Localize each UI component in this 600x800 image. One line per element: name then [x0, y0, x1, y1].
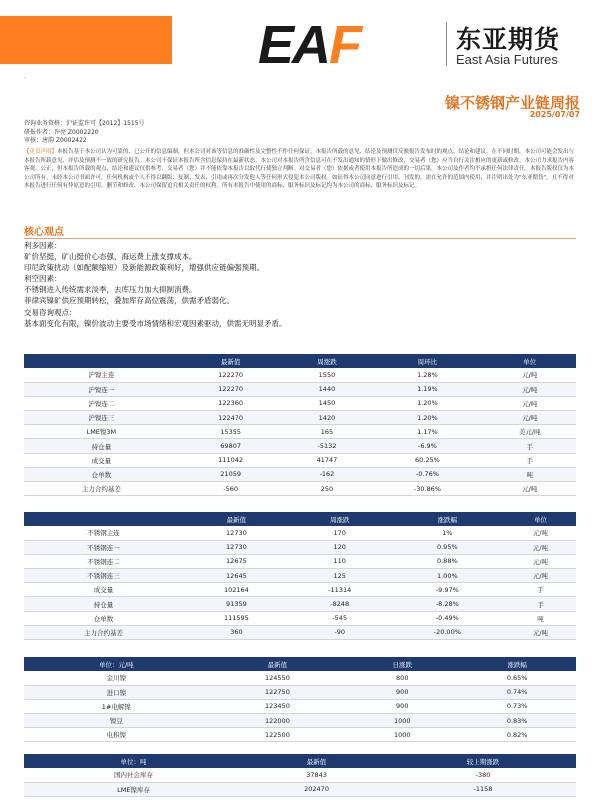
table-row — [24, 396, 576, 410]
table-header-row — [24, 354, 576, 368]
header-cell: 最新值 — [243, 754, 390, 768]
table-row — [24, 625, 576, 639]
table-cell: 1450 — [283, 396, 372, 410]
table-cell: 202470 — [243, 782, 390, 796]
table-cell: 沪镍连一 — [24, 382, 179, 396]
table-cell: 成交量 — [24, 583, 183, 597]
table-row — [24, 611, 576, 625]
table-row — [24, 439, 576, 453]
table-cell: 125 — [290, 569, 390, 583]
table-cell: 成交量 — [24, 453, 179, 467]
table-cell: 元/吨 — [505, 526, 576, 540]
view-line: 利空因素： — [24, 274, 62, 284]
table-row — [24, 382, 576, 396]
table-cell: 12675 — [183, 554, 290, 568]
table-cell: 165 — [283, 425, 372, 439]
table-cell: 360 — [183, 625, 290, 639]
table-cell: -9.97% — [390, 583, 505, 597]
table-row — [24, 728, 576, 742]
table-cell: 124550 — [209, 671, 347, 685]
header-cell: 单位：元/吨 — [24, 657, 209, 671]
header-cell: 单位 — [505, 512, 576, 526]
table-cell: -6.9% — [371, 439, 483, 453]
table-cell: 122500 — [209, 728, 347, 742]
table-cell: 102164 — [183, 583, 290, 597]
table-header-row — [24, 512, 576, 526]
table-cell: 主力合约基差 — [24, 625, 183, 639]
table-cell: 123450 — [209, 699, 347, 713]
table-cell: 吨 — [505, 611, 576, 625]
table-cell: 1.17% — [371, 425, 483, 439]
table-cell: 1.28% — [371, 368, 483, 382]
table-cell: 电积镍 — [24, 728, 209, 742]
table-cell: 元/吨 — [483, 368, 576, 382]
table-cell: -5132 — [283, 439, 372, 453]
table-cell: -8.28% — [390, 597, 505, 611]
disclaimer-text: 本报告基于本公司认为可靠的、已公开的信息编制，但本公司对该等信息的准确性及完整性不作任何保证。本报告所载的意见、结论及预测仅反映报告发布时的观点、结论和建议。在不同时期，本公司可能会发出与本报告所载意见、评估及预测不一致的研究报告。本公司不保证本报告所含信息保持在最新状态。本公司对本报告所含信息可在不发出通知的情形下做出修改，交易者（您）应当自行关注相应的更新或修改。本公司力求报告内容客观、公正，但本报告所载的观点、结论和建议仅供参考，交易者（您）并不能依靠本报告以取代行使独立判断。对交易者（您）依据或者使用本报告所造成的一切后果，本公司及作者均不承担任何法律责任。本报告版权仅为本公司所有。未经本公司书面许可，任何机构或个人不得以翻版、复制、发表、引用或再次分发他人等任何形式侵犯本公司版权。如征得本公司同意进行引用、刊发的，需在允许的范围内使用，并注明出处为"东亚期货"，且不得对本报告进行任何有悖原意的引用、删节和修改。本公司保留追究相关责任的权利。所有本报告中使用的商标、服务标识及标记均为本公司的商标、服务标识及标记。 — [24, 149, 575, 190]
table-cell: 1% — [390, 526, 505, 540]
table-cell: 国内社会库存 — [24, 768, 243, 782]
table-cell: 手 — [483, 439, 576, 453]
table-cell: 69807 — [179, 439, 283, 453]
table-cell: 120 — [290, 540, 390, 554]
table-cell: 0.82% — [458, 728, 576, 742]
table-cell: 111595 — [183, 611, 290, 625]
disclaimer-label: 【免责声明】 — [24, 149, 58, 155]
table-cell: 37843 — [243, 768, 390, 782]
table-cell: 0.88% — [390, 554, 505, 568]
table-cell: 沪镍连三 — [24, 411, 179, 425]
table-cell: 122750 — [209, 685, 347, 699]
table-cell: 沪镍连二 — [24, 396, 179, 410]
table-cell: LME镍3M — [24, 425, 179, 439]
header-cell: 单位：吨 — [24, 754, 243, 768]
table-row — [24, 411, 576, 425]
table-row — [24, 597, 576, 611]
view-line: 菲律宾镍矿供应预期转松，叠加库存高位震荡，供需矛盾弱化。 — [24, 296, 234, 306]
table-cell: 21059 — [179, 467, 283, 481]
table-cell: -560 — [179, 482, 283, 496]
table-cell: 1.19% — [371, 382, 483, 396]
table-cell: 111042 — [179, 453, 283, 467]
table-cell: 0.73% — [458, 699, 576, 713]
table-cell: -0.49% — [390, 611, 505, 625]
table-cell: 1420 — [283, 411, 372, 425]
company-name-en: East Asia Futures — [456, 52, 558, 67]
table-row — [24, 482, 576, 496]
table-cell: 持仓量 — [24, 597, 183, 611]
table-cell: 不锈钢连一 — [24, 540, 183, 554]
table-cell: -162 — [283, 467, 372, 481]
logo-divider — [446, 22, 447, 66]
table-cell: -11314 — [290, 583, 390, 597]
table-cell: 122000 — [209, 714, 347, 728]
header-cell: 周涨跌 — [283, 354, 372, 368]
table-cell: 1.20% — [371, 396, 483, 410]
table-cell: 主力合约基差 — [24, 482, 179, 496]
table-cell: 持仓量 — [24, 439, 179, 453]
orange-logo-bar — [0, 16, 172, 64]
core-views — [24, 240, 287, 329]
table-cell: 60.25% — [371, 453, 483, 467]
table-cell: 41747 — [283, 453, 372, 467]
report-date: 2025/07/07 — [529, 110, 580, 119]
view-line: 基本面变化有限，镍价波动主要受市场情绪和宏观因素驱动，供需无明显矛盾。 — [24, 318, 287, 328]
table-row — [24, 782, 576, 796]
header-cell: 最新值 — [179, 354, 283, 368]
table-cell: -20.00% — [390, 625, 505, 639]
table-cell: 元/吨 — [483, 382, 576, 396]
table-cell: LME镍库存 — [24, 782, 243, 796]
table-cell: 不锈钢连二 — [24, 554, 183, 568]
table-row — [24, 685, 576, 699]
table-cell: -1158 — [390, 782, 576, 796]
header-cell — [24, 512, 183, 526]
table-row — [24, 671, 576, 685]
header-cell — [24, 354, 179, 368]
section-divider — [24, 238, 576, 239]
table-row — [24, 540, 576, 554]
header-cell: 涨跌幅 — [390, 512, 505, 526]
header-cell: 涨跌幅 — [458, 657, 576, 671]
table-cell: 仓单数 — [24, 467, 179, 481]
company-name-cn: 东亚期货 — [456, 25, 561, 54]
table-row — [24, 526, 576, 540]
table-row — [24, 368, 576, 382]
inventory-table — [24, 754, 576, 797]
table-cell: 美元/吨 — [483, 425, 576, 439]
table-cell: 进口镍 — [24, 685, 209, 699]
table-cell: 0.83% — [458, 714, 576, 728]
table-row — [24, 467, 576, 481]
table-row — [24, 714, 576, 728]
table-cell: -0.76% — [371, 467, 483, 481]
table-cell: 122360 — [179, 396, 283, 410]
table-cell: -90 — [290, 625, 390, 639]
table-cell: 1000 — [346, 714, 458, 728]
table-cell: 250 — [283, 482, 372, 496]
header-cell: 单位 — [483, 354, 576, 368]
table-cell: 吨 — [483, 467, 576, 481]
table-cell: 1440 — [283, 382, 372, 396]
section-title: 核心观点 — [24, 227, 64, 238]
table-cell: 金川镍 — [24, 671, 209, 685]
table-cell: 仓单数 — [24, 611, 183, 625]
view-line: 印尼政策扰动（如配额缩短）及新能源政策利好，增强供应链偏强预期。 — [24, 263, 264, 273]
view-line: 不锈钢进入传统需求淡季，去库压力加大抑制消费。 — [24, 285, 197, 295]
table-cell: 镍豆 — [24, 714, 209, 728]
table-header-row — [24, 657, 576, 671]
table-cell: 元/吨 — [483, 411, 576, 425]
table-cell: 122470 — [179, 411, 283, 425]
report-meta — [24, 120, 145, 146]
table-row — [24, 569, 576, 583]
eaf-logo: EAF — [258, 15, 361, 75]
table-cell: 122270 — [179, 368, 283, 382]
table-cell: 170 — [290, 526, 390, 540]
table-cell: -30.86% — [371, 482, 483, 496]
table-row — [24, 699, 576, 713]
table-cell: 91359 — [183, 597, 290, 611]
table-cell: 900 — [346, 699, 458, 713]
table-cell: 0.95% — [390, 540, 505, 554]
table-header-row — [24, 754, 576, 768]
license-line: 咨询业务资格：沪证监许可【2012】1515号 — [24, 120, 145, 127]
table-cell: 元/吨 — [505, 540, 576, 554]
table-cell: 元/吨 — [505, 554, 576, 568]
table-cell: -380 — [390, 768, 576, 782]
table-row — [24, 554, 576, 568]
table-row — [24, 425, 576, 439]
header-cell: 周涨跌 — [290, 512, 390, 526]
table-cell: 0.65% — [458, 671, 576, 685]
table-row — [24, 583, 576, 597]
table-row — [24, 768, 576, 782]
table-cell: 手 — [505, 597, 576, 611]
nickel-futures-table — [24, 354, 576, 496]
table-cell: 1#电解镍 — [24, 699, 209, 713]
report-title: 镍不锈钢产业链周报 — [444, 94, 580, 112]
table-cell: 122270 — [179, 382, 283, 396]
header-cell: 最新值 — [183, 512, 290, 526]
bullet-dot: · — [24, 75, 26, 82]
table-cell: 元/吨 — [505, 625, 576, 639]
table-cell: 元/吨 — [483, 482, 576, 496]
stainless-futures-table — [24, 512, 576, 640]
table-row — [24, 453, 576, 467]
table-cell: 110 — [290, 554, 390, 568]
table-cell: 1.20% — [371, 411, 483, 425]
table-cell: 15355 — [179, 425, 283, 439]
header-cell: 日涨跌 — [346, 657, 458, 671]
table-cell: 手 — [483, 453, 576, 467]
view-line: 交易咨询观点： — [24, 307, 77, 317]
disclaimer — [24, 148, 576, 191]
table-cell: 元/吨 — [505, 569, 576, 583]
table-cell: 沪镍主连 — [24, 368, 179, 382]
table-cell: 1550 — [283, 368, 372, 382]
view-line: 利多因素： — [24, 241, 62, 250]
table-cell: 0.74% — [458, 685, 576, 699]
table-cell: 12645 — [183, 569, 290, 583]
view-line: 矿价坚挺，矿山挺价心态强，海运费上涨支撑成本。 — [24, 252, 197, 262]
report-header — [0, 0, 600, 88]
header-cell: 周环比 — [371, 354, 483, 368]
table-cell: 800 — [346, 671, 458, 685]
table-cell: 12730 — [183, 540, 290, 554]
table-cell: -545 — [290, 611, 390, 625]
table-cell: -8248 — [290, 597, 390, 611]
table-cell: 不锈钢连三 — [24, 569, 183, 583]
author-line: 研报作者：许亮 Z0002220 — [24, 128, 99, 136]
nickel-spot-table — [24, 657, 576, 742]
reviewer-line: 审核：唐韵 Z0002422 — [24, 137, 87, 144]
table-cell: 不锈钢主连 — [24, 526, 183, 540]
table-cell: 元/吨 — [483, 396, 576, 410]
table-cell: 900 — [346, 685, 458, 699]
table-cell: 1000 — [346, 728, 458, 742]
table-cell: 手 — [505, 583, 576, 597]
header-cell: 最新值 — [209, 657, 347, 671]
table-cell: 12730 — [183, 526, 290, 540]
table-cell: 1.00% — [390, 569, 505, 583]
header-cell: 较上期涨跌 — [390, 754, 576, 768]
